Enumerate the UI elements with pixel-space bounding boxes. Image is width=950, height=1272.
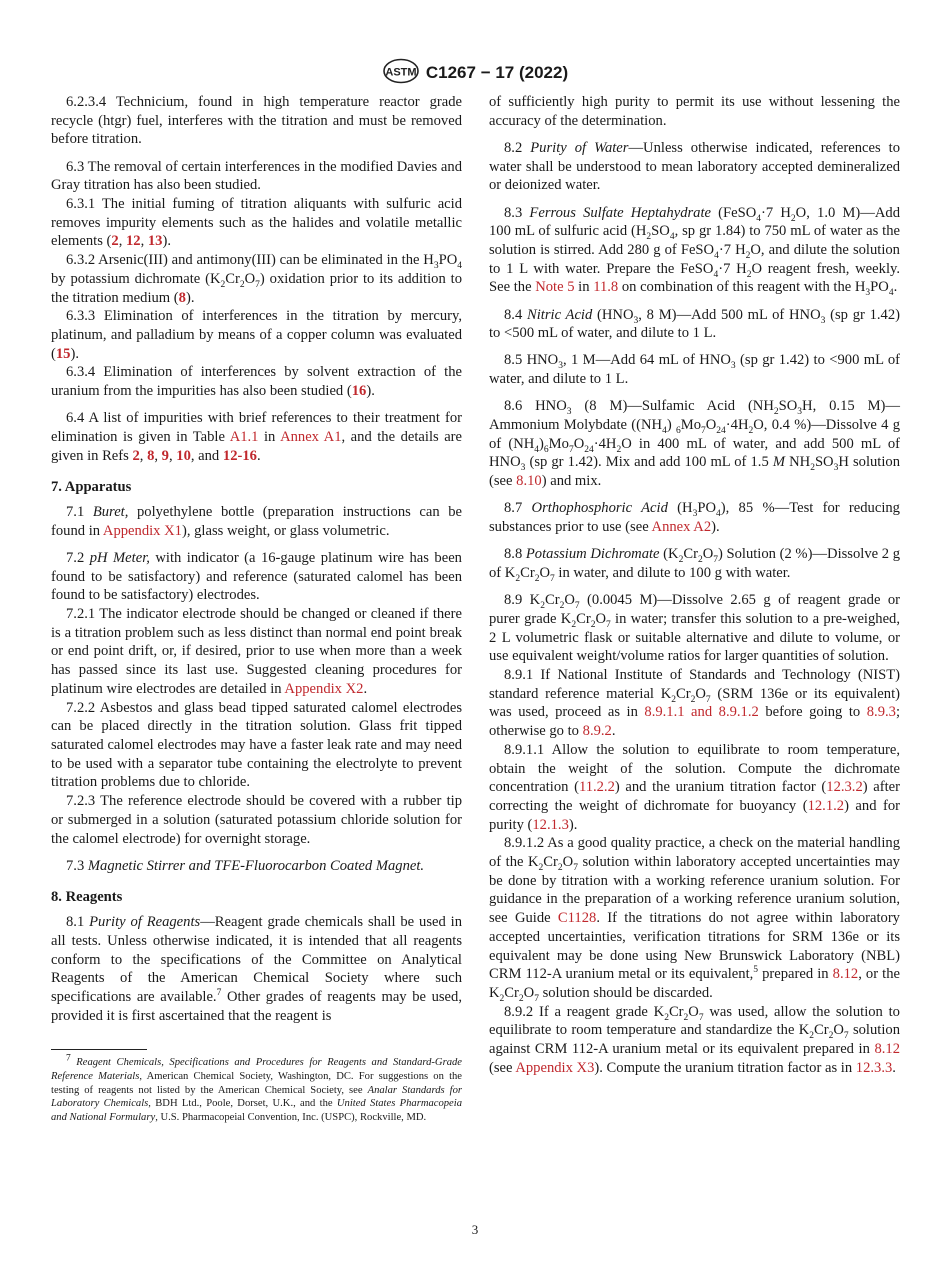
- para-6-3: 6.3 The removal of certain interferences in the modified Davies and Gray titration has also been studied.: [51, 158, 462, 194]
- page-header: [0, 58, 950, 89]
- para-8-9-1-2: 8.9.1.2 As a good quality practice, a check on the material handling of the $K_2Cr_2O_7$ solution within laboratory accepted uncertainties may be done by titration with a working reference uranium solution. For guidance in the preparation of a working reference uranium solution, see Guide C1128. If the titrations do not agree within laboratory accepted uncertainties, verification titrations for SRM 136e or its equivalent may be done using New Brunswick Laboratory (NBL) CRM 112-A uranium metal or its equivalent,$^5$ prepared in 8.12, or the $K_2Cr_2O_7$ solution should be discarded.: [489, 835, 900, 1004]
- note-5-link[interactable]: Note 5: [535, 279, 575, 296]
- para-8-1: 8.1 Purity of Reagents—Reagent grade chemicals shall be used in all tests. Unless otherwise indicated, it is intended that all reagents conform to the specifications of the Committee on Analytical Reagents of the American Chemical Society where such specifications are available.$^7$ Other grades of reagents may be used, provided it is first ascertained that the reagent is: [51, 914, 463, 1024]
- para-8-7: 8.7 Orthophosphoric Acid $(H_3PO_4)$, 85 %—Test for reducing substances prior to use (see Annex A2).: [489, 500, 900, 536]
- para-7-2-1: 7.2.1 The indicator electrode should be changed or cleaned if there is a titration problem such as less distinct than normal end point break or end point drift, or, if desired, prior to use when more than a week has passed since its last use. Suggested cleaning procedures for platinum wire electrodes are detailed in Appendix X2.: [51, 606, 462, 697]
- appendix-x1-link[interactable]: Appendix X1: [102, 522, 182, 539]
- section-8-9-2-link[interactable]: 8.9.2: [582, 723, 612, 740]
- para-6-2-3-4: 6.2.3.4 Technicium, found in high temperature reactor grade recycle (htgr) fuel, interferes with the titration and must be removed before titration.: [51, 94, 462, 148]
- section-12-3-2-link[interactable]: 12.3.2: [826, 779, 863, 796]
- para-8-9: 8.9 $K_2Cr_2O_7$ (0.0045 M)—Dissolve 2.65 g of reagent grade or purer grade $K_2Cr_2O_7$ in water; transfer this solution to a pre-weighed, 2 L volumetric flask or suitable alternative and dilute to volume, or use equivalent weight/volume ratios for larger quantities of solution.: [489, 592, 901, 665]
- section-8-heading: 8. Reagents: [51, 889, 123, 906]
- page-number: 3: [471, 1222, 479, 1237]
- para-6-4: 6.4 A list of impurities with brief references to their treatment for elimination is given in Table A1.1 in Annex A1, and the details are given in Refs 2, 8, 9, 10, and 12-16.: [51, 410, 463, 464]
- right-column: [489, 93, 900, 1077]
- para-7-2-2: 7.2.2 Asbestos and glass bead tipped saturated calomel electrodes can be placed directly in the titration solution. Glass frit tipped saturated calomel electrodes may have a faster leak rate and may need to be used with a separator tube containing the electrolyte to prevent titration problems due to chloride.: [51, 699, 463, 791]
- para-8-3: 8.3 Ferrous Sulfate Heptahydrate (FeSO$_4$·7 $H_2O$, 1.0 M)—Add 100 mL of sulfuric acid ($H_2SO_4$, sp gr 1.84) to 750 mL of water as the solution is stirred. Add 280 g of FeSO$_4$·7 $H_2O$, and dilute the solution to 1 L with water. Prepare the FeSO$_4$·7 $H_2O$ reagent fresh, weekly. See the Note 5 in 11.8 on combination of this reagent with the $H_3PO_4$.: [489, 204, 900, 299]
- astm-logo-icon: [382, 58, 420, 89]
- section-8-9-3-link[interactable]: 8.9.3: [866, 704, 896, 721]
- para-7-1: 7.1 Buret, polyethylene bottle (preparation instructions can be found in Appendix X1), glass weight, or glass volumetric.: [51, 504, 463, 539]
- para-7-2-3: 7.2.3 The reference electrode should be covered with a rubber tip or submerged in a solution (saturated potassium chloride solution for the calomel electrode) for overnight storage.: [51, 793, 462, 847]
- para-6-3-4: 6.3.4 Elimination of interferences by solvent extraction of the uranium from the impurities has also been studied (16).: [51, 364, 462, 400]
- section-11-2-2-link[interactable]: 11.2.2: [578, 779, 615, 796]
- para-8-1-cont: of sufficiently high purity to permit its use without lessening the accuracy of the determination.: [489, 94, 900, 129]
- para-8-9-2: 8.9.2 If a reagent grade $K_2Cr_2O_7$ was used, allow the solution to equilibrate to room temperature and standardize the $K_2Cr_2O_7$ solution against CRM 112-A uranium metal or its equivalent prepared in 8.12 (see Appendix X3). Compute the uranium titration factor as in 12.3.3.: [489, 1003, 900, 1076]
- para-6-3-3: 6.3.3 Elimination of interferences in the titration by mercury, platinum, and palladium by means of a copper column was evaluated (15).: [51, 308, 462, 362]
- footnote-rule: [51, 1049, 147, 1050]
- svg-text:ASTM: ASTM: [385, 66, 417, 79]
- annex-a1-link[interactable]: Annex A1: [280, 428, 342, 445]
- section-8-10-link[interactable]: 8.10: [516, 473, 542, 490]
- section-12-1-3-link[interactable]: 12.1.3: [532, 816, 569, 833]
- section-8-12-link[interactable]: 8.12: [832, 966, 859, 983]
- para-8-4: 8.4 Nitric Acid ($HNO_3$, 8 M)—Add 500 mL of $HNO_3$ (sp gr 1.42) to <500 mL of water, and dilute to 1 L.: [489, 306, 900, 342]
- guide-c1128-link[interactable]: C1128: [557, 910, 597, 927]
- para-6-3-2: 6.3.2 Arsenic(III) and antimony(III) can be eliminated in the $H_3PO_4$ by potassium dichromate $(K_2Cr_2O_7)$ oxidation prior to its addition to the titration medium (8).: [51, 252, 462, 306]
- para-8-8: 8.8 Potassium Dichromate $(K_2Cr_2O_7)$ Solution (2 %)—Dissolve 2 g of $K_2Cr_2O_7$ in water, and dilute to 100 g with water.: [489, 546, 900, 584]
- para-8-2: 8.2 Purity of Water—Unless otherwise indicated, references to water shall be understood to mean laboratory accepted demineralized or deionized water.: [489, 139, 900, 194]
- para-8-9-1: 8.9.1 If National Institute of Standards and Technology (NIST) standard reference material $K_2Cr_2O_7$ (SRM 136e or its equivalent) was used, proceed as in 8.9.1.1 and 8.9.1.2 before going to 8.9.3; otherwise go to 8.9.2.: [489, 666, 900, 740]
- section-8-12-link-2[interactable]: 8.12: [874, 1041, 900, 1058]
- para-8-6: 8.6 $HNO_3$ (8 M)—Sulfamic Acid ($NH_2SO_3H$, 0.15 M)—Ammonium Molybdate ($(NH_4)$ $_6Mo_7O_{24}\cdot 4H_2O$, 0.4 %)—Dissolve 4 g of $(NH_4)_6Mo_7O_{24}\cdot 4H_2O$ in 400 mL of water, and add 500 mL of $HNO_3$ (sp gr 1.42). Mix and add 100 mL of 1.5 M $NH_2SO_3H$ solution (see 8.10) and mix.: [489, 398, 900, 490]
- para-8-9-1-1: 8.9.1.1 Allow the solution to equilibrate to room temperature, obtain the weight of the solution. Compute the dichromate concentration (11.2.2) and the uranium titration factor (12.3.2) after correcting the weight of dichromate for buoyancy (12.1.2) and for purity (12.1.3).: [489, 741, 900, 833]
- para-6-3-1: 6.3.1 The initial fuming of titration aliquants with sulfuric acid removes impurity elements such as the halides and volatile metallic elements (2, 12, 13).: [51, 196, 463, 250]
- para-8-5: 8.5 $HNO_3$, 1 M—Add 64 mL of $HNO_3$ (sp gr 1.42) to <900 mL of water, and dilute to 1 L.: [489, 352, 900, 388]
- section-7-heading: 7. Apparatus: [51, 479, 132, 496]
- document-title: C1267 − 17 (2022): [425, 62, 569, 82]
- section-12-3-3-link[interactable]: 12.3.3: [855, 1059, 893, 1076]
- para-7-3: 7.3 Magnetic Stirrer and TFE-Fluorocarbon Coated Magnet.: [66, 857, 425, 874]
- para-7-2: 7.2 pH Meter, with indicator (a 16-gauge platinum wire has been found to be satisfactory) and reference (saturated calomel has been found to be satisfactory) electrodes.: [51, 549, 462, 604]
- footnote-7: $^7$ Reagent Chemicals, Specifications and Procedures for Reagents and Standard-Grade Reference Materials, American Chemical Society, Washington, DC. For suggestions on the testing of reagents not listed by the American Chemical Society, see Analar Standards for Laboratory Chemicals, BDH Ltd., Poole, Dorset, U.K., and the United States Pharmacopeia and National Formulary, U.S. Pharmacopeial Convention, Inc. (USPC), Rockville, MD.: [51, 1053, 463, 1123]
- section-11-8-link[interactable]: 11.8: [593, 279, 619, 296]
- left-column: [51, 93, 462, 1124]
- appendix-x3-link[interactable]: Appendix X3: [515, 1059, 595, 1076]
- table-a1-1-link[interactable]: A1.1: [229, 428, 259, 445]
- annex-a2-link[interactable]: Annex A2: [651, 519, 712, 536]
- section-8-9-1-1-link[interactable]: 8.9.1.1 and 8.9.1.2: [644, 704, 759, 721]
- appendix-x2-link[interactable]: Appendix X2: [284, 680, 364, 697]
- section-12-1-2-link[interactable]: 12.1.2: [807, 797, 845, 814]
